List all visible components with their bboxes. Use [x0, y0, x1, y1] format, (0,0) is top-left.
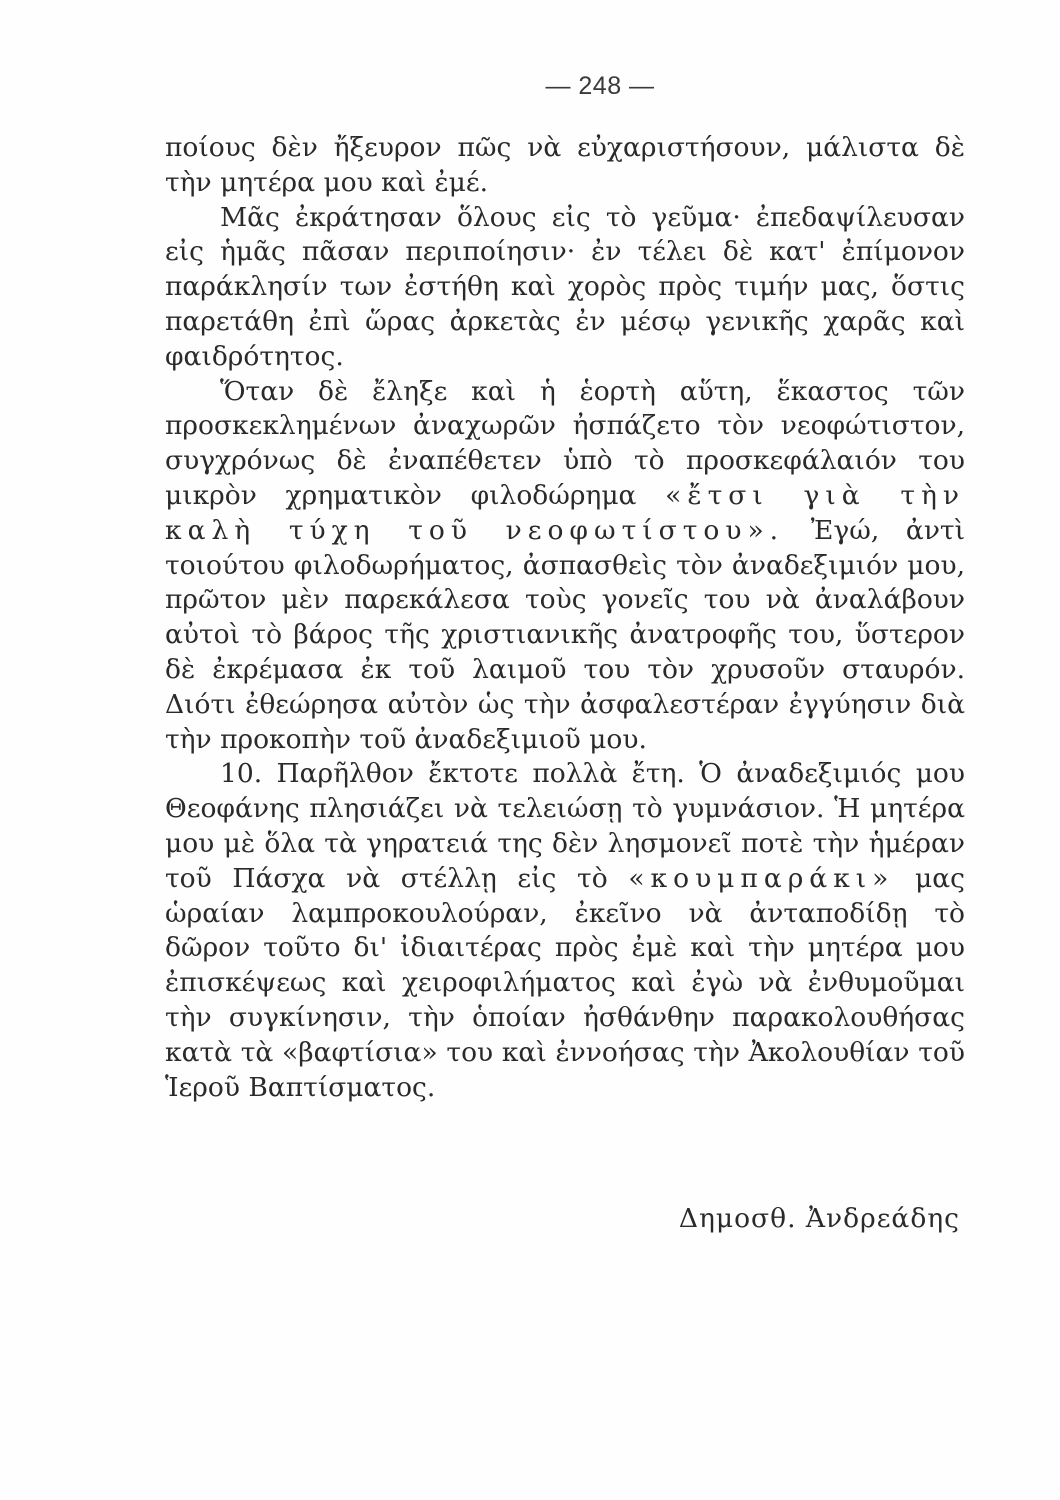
page-number: — 248 —	[545, 72, 655, 100]
paragraph-section-10-text-b: μας ὡραίαν λαμπροκουλούραν, ἐκεῖνο νὰ ἀνταποδίδῃ τὸ δῶρον τοῦτο δι' ἰδιαιτέρας πρὸς ἐμὲ καὶ τὴν μητέρα μου ἐπισκέψεως καὶ χειροφιλήματος καὶ ἐγὼ νὰ ἐνθυμοῦμαι τὴν συγκίνησιν, τὴν ὁποίαν ἠσθάνθην παρακολουθήσας κατὰ τὰ «βαφτίσια» του καὶ ἐννοήσας τὴν Ἀκολουθίαν τοῦ Ἱεροῦ Βαπτίσματος.	[165, 862, 965, 1103]
paragraph-gifts	[165, 375, 965, 758]
paragraph-section-10-text-a: 10. Παρῆλθον ἔκτοτε πολλὰ ἔτη. Ὁ ἀναδεξιμιός μου Θεοφάνης πλησιάζει νὰ τελειώσῃ τὸ γυμνάσιον. Ἡ μητέρα μου μὲ ὅλα τὰ γηρατειά της δὲν λησμονεῖ ποτὲ τὴν ἡμέραν τοῦ Πάσχα νὰ στέλλῃ εἰς τὸ	[165, 758, 965, 894]
body-text	[165, 131, 965, 1105]
author-signature: Δημοσθ. Ἀνδρεάδης	[678, 1203, 960, 1234]
paragraph-gifts-text-b: Ἐγώ, ἀντὶ τοιούτου φιλοδωρήματος, ἀσπασθεὶς τὸν ἀναδεξιμιόν μου, πρῶτον μὲν παρεκάλεσα τοὺς γονεῖς του νὰ ἀναλάβουν αὐτοὶ τὸ βάρος τῆς χριστιανικῆς ἀνατροφῆς του, ὕστερον δὲ ἐκρέμασα ἐκ τοῦ λαιμοῦ του τὸν χρυσοῦν σταυρόν. Διότι ἐθεώρησα αὐτὸν ὡς τὴν ἀσφαλεστέραν ἐγγύησιν διὰ τὴν προκοπὴν τοῦ ἀναδεξιμιοῦ μου.	[165, 514, 965, 755]
quoted-wish: «ἔτσι γιὰ τὴν καλὴ τύχη τοῦ νεοφωτίστου».	[165, 479, 965, 546]
paragraph-gifts-text-a: Ὅταν δὲ ἔληξε καὶ ἡ ἑορτὴ αὕτη, ἕκαστος τῶν προσκεκλημένων ἀναχωρῶν ἠσπάζετο τὸν νεοφώτιστον, συγχρόνως δὲ ἐναπέθετεν ὑπὸ τὸ προσκεφάλαιόν του μικρὸν χρηματικὸν φιλοδώρημα	[165, 375, 965, 511]
quoted-koumparaki: «κουμπαράκι»	[628, 862, 895, 894]
paragraph-continued: ποίους δὲν ἤξευρον πῶς νὰ εὐχαριστήσουν, μάλιστα δὲ τὴν μητέρα μου καὶ ἐμέ.	[165, 132, 965, 198]
paragraph-section-10	[165, 757, 965, 1105]
paragraph-feast: Μᾶς ἐκράτησαν ὅλους εἰς τὸ γεῦμα· ἐπεδαψίλευσαν εἰς ἡμᾶς πᾶσαν περιποίησιν· ἐν τέλει δὲ κατ' ἐπίμονον παράκλησίν των ἐστήθη καὶ χορὸς πρὸς τιμήν μας, ὅστις παρετάθη ἐπὶ ὥρας ἀρκετὰς ἐν μέσῳ γενικῆς χαρᾶς καὶ φαιδρότητος.	[165, 201, 965, 372]
